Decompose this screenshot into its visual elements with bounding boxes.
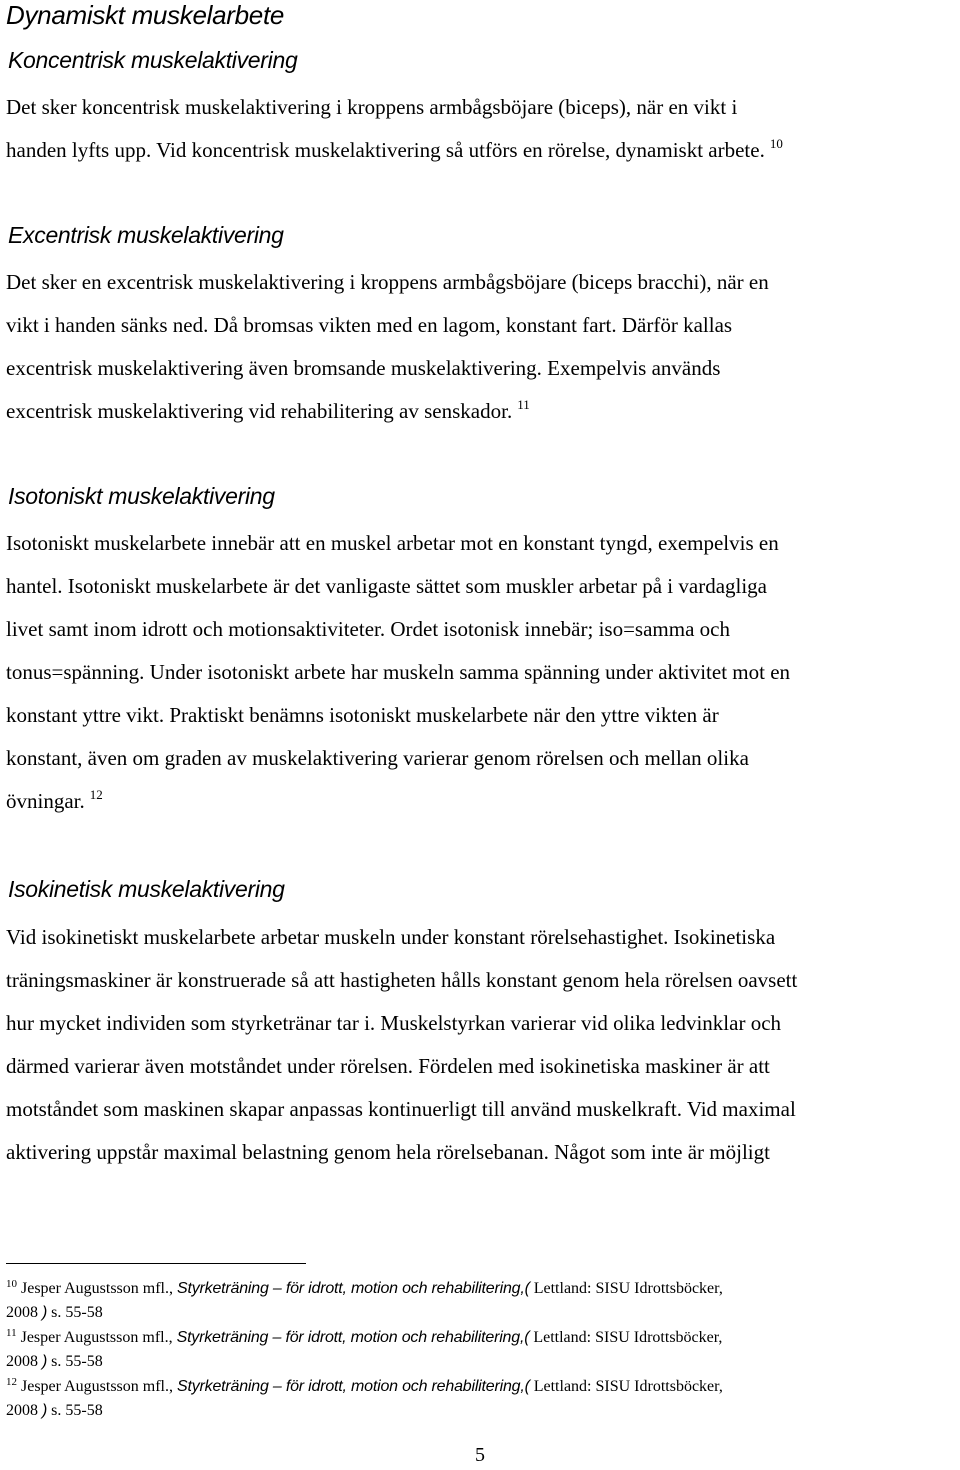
body-line [6, 390, 954, 433]
page-heading: Dynamiskt muskelarbete [6, 0, 285, 30]
section-body-excentrisk [6, 261, 954, 433]
body-line: hur mycket individen som styrketränar tar i. Muskelstyrkan varierar vid olika ledvinklar och [6, 1011, 782, 1035]
section-heading-koncentrisk: Koncentrisk muskelaktivering [8, 47, 298, 73]
footnote-publisher: Lettland: SISU Idrottsböcker, [533, 1280, 723, 1297]
body-line-text: excentrisk muskelaktivering vid rehabilitering av senskador. [6, 399, 513, 423]
footnote-ref: 12 [89, 787, 103, 802]
body-line-text: handen lyfts upp. Vid koncentrisk muskelaktivering så utförs en rörelse, dynamiskt arbete. [6, 138, 765, 162]
footnote-publisher: Lettland: SISU Idrottsböcker, [533, 1378, 723, 1395]
body-line: Isotoniskt muskelarbete innebär att en muskel arbetar mot en konstant tyngd, exempelvis en [6, 531, 779, 555]
body-line: Vid isokinetiskt muskelarbete arbetar muskeln under konstant rörelsehastighet. Isokinetiska [6, 925, 776, 949]
body-line: konstant yttre vikt. Praktiskt benämns isotoniskt muskelarbete när den yttre vikten är [6, 703, 719, 727]
footnote-author: Jesper Augustsson mfl., [20, 1329, 173, 1346]
section-heading-isokinetisk: Isokinetisk muskelaktivering [8, 876, 285, 902]
footnote-author: Jesper Augustsson mfl., [21, 1280, 173, 1297]
section-body-koncentrisk [6, 86, 954, 172]
footnote-number: 11 [6, 1327, 17, 1339]
body-line [6, 780, 954, 823]
footnote-pages: s. 55-58 [51, 1402, 103, 1419]
footnote-12 [6, 1375, 954, 1423]
footnote-year: 2008 [6, 1304, 38, 1321]
footnote-separator [6, 1263, 306, 1264]
body-line: livet samt inom idrott och motionsaktiviteter. Ordet isotonisk innebär; iso=samma och [6, 617, 730, 641]
footnote-line [6, 1375, 954, 1399]
footnote-line [6, 1277, 954, 1301]
footnote-year: 2008 [6, 1353, 38, 1370]
footnote-paren: ) [42, 1353, 48, 1370]
footnote-line [6, 1301, 954, 1325]
footnote-publisher: Lettland: SISU Idrottsböcker, [533, 1329, 723, 1346]
footnote-line [6, 1350, 954, 1374]
body-line: motståndet som maskinen skapar anpassas kontinuerligt till använd muskelkraft. Vid maximal [6, 1097, 796, 1121]
footnote-title: Styrketräning – för idrott, motion och rehabilitering,( [177, 1280, 530, 1297]
body-line-text: övningar. [6, 789, 85, 813]
body-line: hantel. Isotoniskt muskelarbete är det vanligaste sättet som muskler arbetar på i vardagliga [6, 574, 768, 598]
footnote-ref: 10 [769, 136, 783, 151]
footnote-10 [6, 1277, 954, 1325]
section-body-isotoniskt [6, 522, 954, 823]
body-line [6, 129, 954, 172]
body-line: träningsmaskiner är konstruerade så att hastigheten hålls konstant genom hela rörelsen oavsett [6, 968, 798, 992]
footnote-pages: s. 55-58 [51, 1304, 103, 1321]
footnote-ref: 11 [517, 397, 530, 412]
page-number: 5 [475, 1444, 485, 1466]
body-line: Det sker koncentrisk muskelaktivering i kroppens armbågsböjare (biceps), när en vikt i [6, 95, 738, 119]
body-line: konstant, även om graden av muskelaktivering varierar genom rörelsen och mellan olika [6, 746, 749, 770]
body-line: aktivering uppstår maximal belastning genom hela rörelsebanan. Något som inte är möjligt [6, 1140, 770, 1164]
footnote-11 [6, 1326, 954, 1374]
body-line: vikt i handen sänks ned. Då bromsas vikten med en lagom, konstant fart. Därför kallas [6, 313, 733, 337]
footnote-paren: ) [42, 1402, 48, 1419]
body-line: därmed varierar även motståndet under rörelsen. Fördelen med isokinetiska maskiner är att [6, 1054, 770, 1078]
footnote-number: 12 [6, 1376, 17, 1388]
body-line: Det sker en excentrisk muskelaktivering i kroppens armbågsböjare (biceps bracchi), när en [6, 270, 769, 294]
footnote-paren: ) [42, 1304, 48, 1321]
footnote-title: Styrketräning – för idrott, motion och rehabilitering,( [176, 1329, 530, 1346]
body-line: excentrisk muskelaktivering även bromsande muskelaktivering. Exempelvis används [6, 356, 721, 380]
footnote-line [6, 1326, 954, 1350]
section-heading-excentrisk: Excentrisk muskelaktivering [8, 222, 284, 248]
footnote-year: 2008 [6, 1402, 38, 1419]
body-line: tonus=spänning. Under isotoniskt arbete har muskeln samma spänning under aktivitet mot en [6, 660, 791, 684]
footnote-line [6, 1399, 954, 1423]
footnote-number: 10 [6, 1278, 17, 1290]
footnote-author: Jesper Augustsson mfl., [21, 1378, 173, 1395]
footnote-pages: s. 55-58 [51, 1353, 103, 1370]
section-heading-isotoniskt: Isotoniskt muskelaktivering [8, 483, 275, 509]
footnote-title: Styrketräning – för idrott, motion och rehabilitering,( [177, 1378, 530, 1395]
section-body-isokinetisk [6, 916, 954, 1174]
